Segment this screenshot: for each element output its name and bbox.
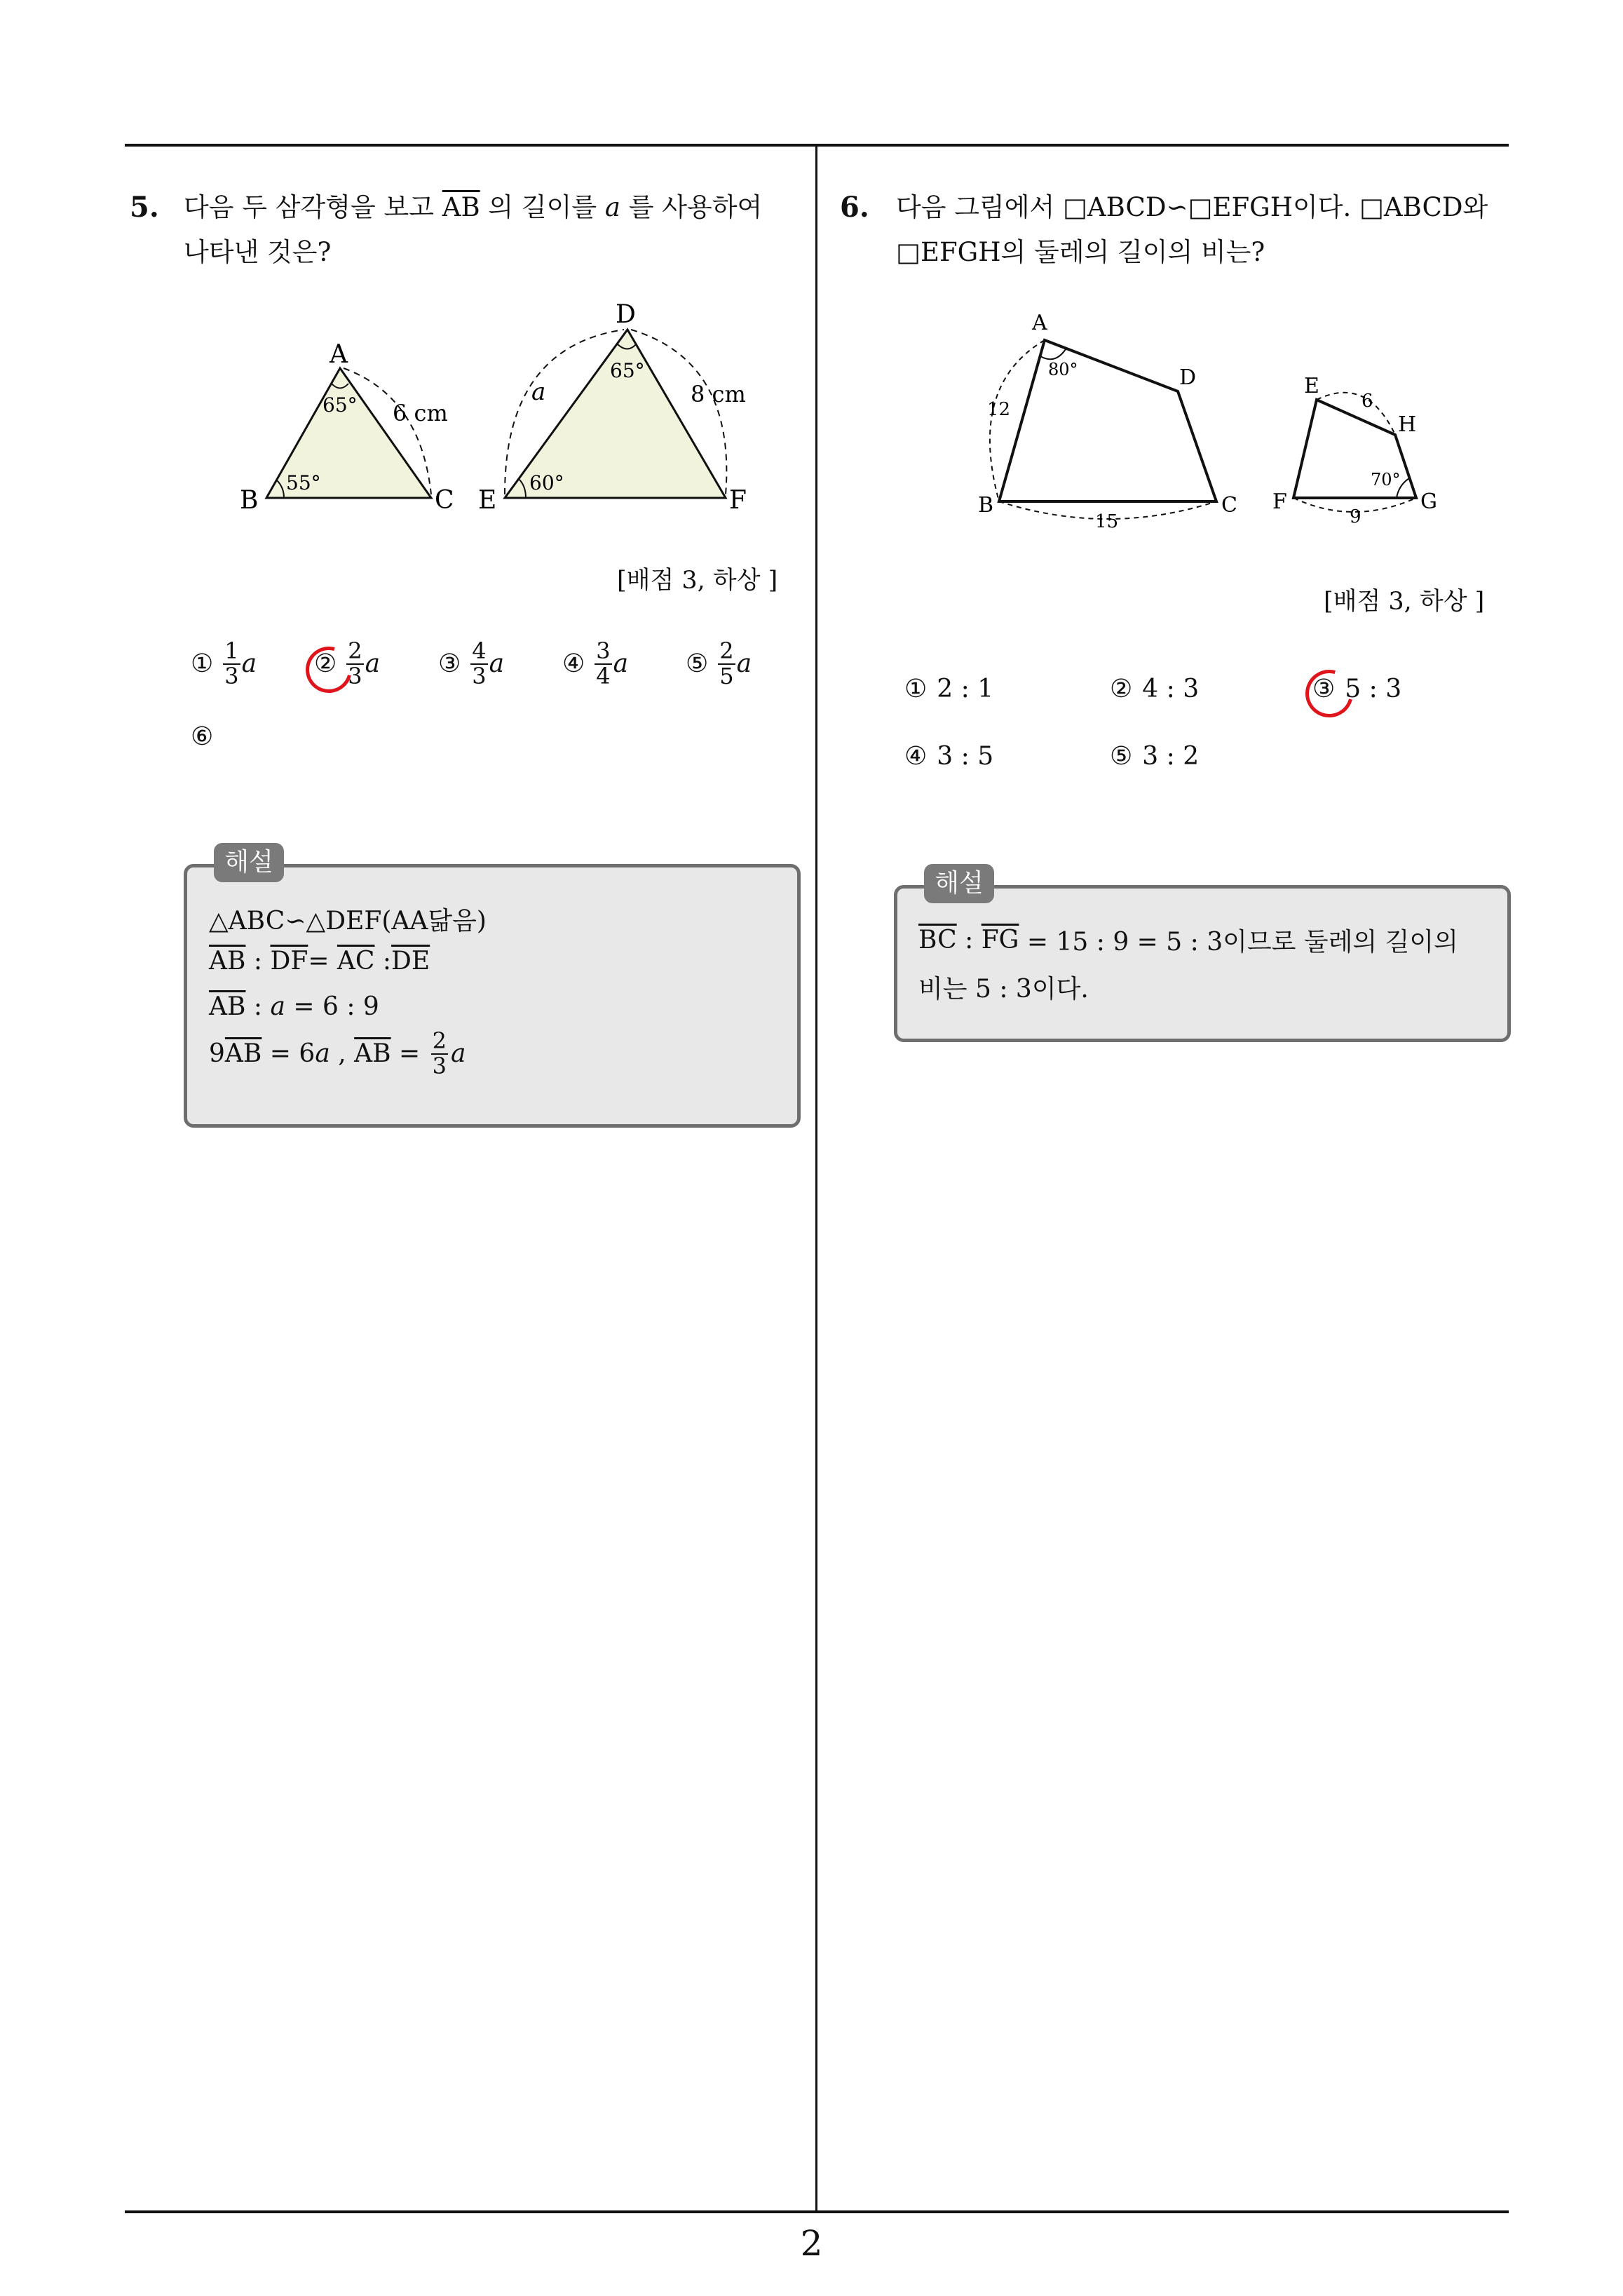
question-line-1: 다음 두 삼각형을 보고 $\overline{AB}$ 의 길이를 a 를 사용하여 <box>184 192 763 222</box>
points-label: [배점 3, 하상 ] <box>1324 588 1485 616</box>
question-line-1: 다음 그림에서 □ABCD∽□EFGH이다. □ABCD와 <box>896 192 1488 222</box>
choice-6[interactable]: ⑥ <box>191 722 214 751</box>
page-number: 2 <box>800 2223 823 2264</box>
question-text <box>184 185 762 275</box>
choice-3[interactable]: ③ 5 : 3 <box>1312 675 1402 703</box>
label-e: E <box>478 486 497 515</box>
solution-tab: 해설 <box>924 864 994 903</box>
solution-line-3: $\overline{AB}$ : a = 6 : 9 <box>209 992 379 1021</box>
question-line-2: 나타낸 것은? <box>184 237 332 267</box>
solution-box <box>894 885 1511 1042</box>
angle-label-e: 60° <box>529 471 564 494</box>
choice-2[interactable]: ② $\frac{2}{3}$ a <box>314 637 381 689</box>
side-label-fg: 9 <box>1350 506 1361 527</box>
column-divider <box>815 144 817 2213</box>
choice-3[interactable]: ③ $\frac{4}{3}$ a <box>438 637 505 689</box>
angle-label-g: 70° <box>1371 470 1401 489</box>
label-a: A <box>1032 311 1047 335</box>
choice-2[interactable]: ② 4 : 3 <box>1110 675 1200 703</box>
question-number: 5. <box>130 191 159 224</box>
fraction: $\frac{1}{3}$ <box>224 637 239 689</box>
bottom-rule <box>125 2210 1509 2213</box>
choice-4[interactable]: ④ $\frac{3}{4}$ a <box>562 637 629 689</box>
question-line-2: □EFGH의 둘레의 길이의 비는? <box>896 237 1265 267</box>
choice-1[interactable]: ① 2 : 1 <box>904 675 994 703</box>
fraction: $\frac{2}{3}$ <box>348 637 362 689</box>
angle-label-a: 80° <box>1048 360 1078 379</box>
choice-1[interactable]: ① $\frac{1}{3}$ a <box>191 637 257 689</box>
label-h: H <box>1398 412 1417 437</box>
choice-4[interactable]: ④ 3 : 5 <box>904 742 994 771</box>
q6-figure-quadrilaterals <box>967 302 1472 540</box>
side-label-bc: 15 <box>1095 511 1119 532</box>
label-d: D <box>616 300 636 329</box>
label-f: F <box>729 486 747 515</box>
solution-tab: 해설 <box>214 843 284 882</box>
side-label-df: 8 cm <box>691 381 746 407</box>
quad-abcd <box>999 340 1216 501</box>
points-label: [배점 3, 하상 ] <box>617 567 778 595</box>
solution-line-1: $\overline{BC}$ : $\overline{FG}$ = 15 : 9 = 5 : 3이므로 둘레의 길이의 <box>918 926 1458 957</box>
choice-5[interactable]: ⑤ $\frac{2}{5}$ a <box>686 637 752 689</box>
label-d: D <box>1179 365 1197 390</box>
label-b: B <box>240 486 259 515</box>
solution-line-1: △ABC∽△DEF(AA닮음) <box>209 907 487 936</box>
q5-figure-triangles <box>231 291 778 529</box>
angle-arc-a <box>1040 349 1066 359</box>
fraction: $\frac{4}{3}$ <box>472 637 487 689</box>
label-c: C <box>435 486 454 515</box>
side-label-ac: 6 cm <box>393 400 448 426</box>
fraction: $\frac{2}{3}$ <box>432 1027 447 1079</box>
angle-label-b: 55° <box>286 471 321 494</box>
angle-label-d: 65° <box>610 359 645 382</box>
side-label-eh: 6 <box>1361 391 1373 412</box>
solution-line-4: 9 $\overline{AB}$ = 6 a , $\overline{AB}$ = $\frac{2}{3}$ a <box>209 1027 466 1079</box>
question-number: 6. <box>840 191 869 224</box>
side-label-ab: 12 <box>987 399 1011 420</box>
answer-mark <box>1297 661 1362 727</box>
label-f: F <box>1272 489 1287 514</box>
solution-line-2: 비는 5 : 3이다. <box>918 975 1089 1004</box>
choice-5[interactable]: ⑤ 3 : 2 <box>1110 742 1200 771</box>
label-a: A <box>330 340 348 369</box>
question-text <box>896 185 1488 275</box>
label-g: G <box>1420 489 1437 514</box>
label-c: C <box>1221 493 1237 518</box>
fraction: $\frac{3}{4}$ <box>596 637 611 689</box>
label-b: B <box>978 493 994 518</box>
solution-line-2: $\overline{AB}$ : $\overline{DF}$ = $\overline{AC}$ : $\overline{DE}$ <box>209 947 430 975</box>
fraction: $\frac{2}{5}$ <box>719 637 734 689</box>
angle-label-a: 65° <box>322 393 358 417</box>
side-label-de: a <box>531 378 546 406</box>
label-e: E <box>1304 374 1319 398</box>
